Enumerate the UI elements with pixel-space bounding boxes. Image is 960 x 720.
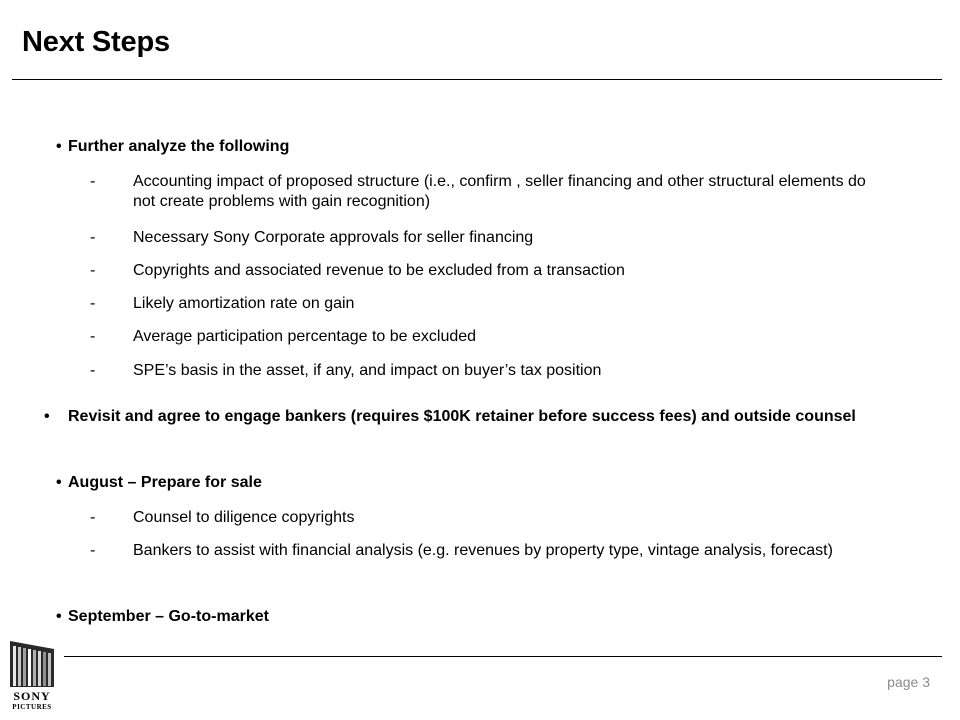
bullet-item — [44, 407, 926, 427]
page-number: page 3 — [887, 674, 930, 690]
bullet-item — [56, 473, 926, 493]
bullet-text: Revisit and agree to engage bankers (requires $100K retainer before success fees) and outside counsel — [68, 408, 856, 425]
bullet-text: August – Prepare for sale — [68, 474, 262, 491]
title-divider — [12, 79, 942, 80]
sub-item — [90, 228, 890, 248]
sub-marker: - — [90, 328, 96, 345]
sub-item — [90, 508, 890, 528]
sub-text: Accounting impact of proposed structure (i.e., confirm , seller financing and other structural elements do not create problems with gain recognition) — [133, 173, 866, 210]
sub-marker: - — [90, 262, 96, 279]
sub-marker: - — [90, 509, 96, 526]
page-title: Next Steps — [22, 26, 170, 58]
sub-text: SPE’s basis in the asset, if any, and impact on buyer’s tax position — [133, 362, 602, 379]
sub-marker: - — [90, 542, 96, 559]
footer-divider — [64, 656, 942, 657]
sub-item — [90, 541, 890, 561]
sub-item — [90, 172, 890, 212]
sub-item — [90, 361, 890, 381]
sub-marker: - — [90, 295, 96, 312]
sub-item — [90, 327, 890, 347]
sub-item — [90, 294, 890, 314]
bullet-marker: • — [44, 408, 50, 425]
logo-wordmark: SONY — [13, 689, 51, 703]
bullet-item — [56, 607, 926, 627]
sub-text: Bankers to assist with financial analysis (e.g. revenues by property type, vintage analysis, forecast) — [133, 542, 833, 559]
sub-text: Copyrights and associated revenue to be excluded from a transaction — [133, 262, 625, 279]
sub-text: Necessary Sony Corporate approvals for seller financing — [133, 229, 534, 246]
logo-emblem-icon — [10, 641, 54, 687]
sub-text: Likely amortization rate on gain — [133, 295, 355, 312]
sub-text: Counsel to diligence copyrights — [133, 509, 355, 526]
logo-subwordmark: PICTURES — [12, 703, 52, 711]
sub-marker: - — [90, 362, 96, 379]
sub-marker: - — [90, 229, 96, 246]
sub-item — [90, 261, 890, 281]
sub-text: Average participation percentage to be excluded — [133, 328, 477, 345]
bullet-marker: • — [56, 474, 62, 491]
bullet-text: Further analyze the following — [68, 138, 290, 155]
bullet-item — [56, 137, 926, 157]
bullet-marker: • — [56, 138, 62, 155]
sub-marker: - — [90, 173, 96, 190]
bullet-marker: • — [56, 608, 62, 625]
bullet-text: September – Go-to-market — [68, 608, 269, 625]
